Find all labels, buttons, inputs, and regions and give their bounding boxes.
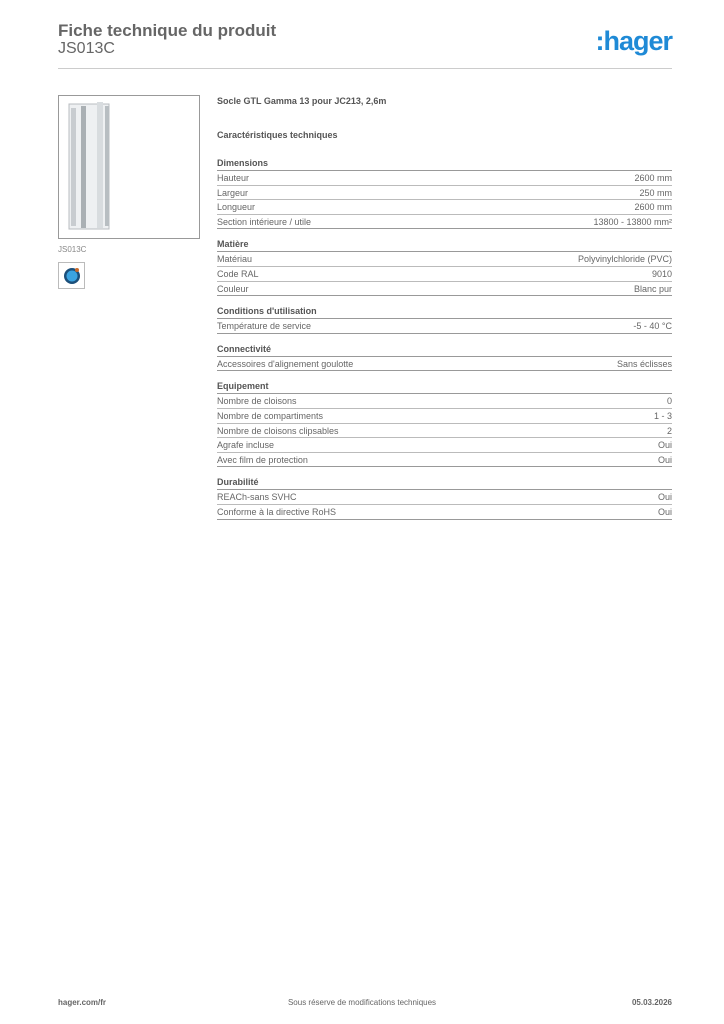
spec-value: Polyvinylchloride (PVC) (577, 254, 672, 265)
product-category-thumbnail[interactable] (58, 262, 85, 289)
spec-label: Température de service (217, 321, 312, 332)
spec-row (217, 490, 672, 505)
spec-section (217, 381, 672, 467)
spec-label: Longueur (217, 202, 256, 213)
spec-value: Blanc pur (633, 283, 672, 294)
section-title: Conditions d'utilisation (217, 306, 672, 319)
spec-label: Hauteur (217, 173, 250, 183)
spec-row (217, 186, 672, 201)
product-image (58, 95, 200, 239)
spec-value: 2600 mm (634, 202, 672, 213)
header-divider (58, 68, 672, 69)
spec-label: REACh-sans SVHC (217, 492, 297, 503)
footer-notice: Sous réserve de modifications techniques (287, 998, 437, 1007)
spec-row (217, 438, 672, 453)
spec-row (217, 319, 672, 334)
spec-row (217, 505, 672, 520)
spec-label: Code RAL (217, 268, 259, 279)
spec-row (217, 200, 672, 215)
spec-label: Agrafe incluse (217, 440, 275, 451)
spec-value: 250 mm (639, 187, 672, 198)
product-name: Socle GTL Gamma 13 pour JC213, 2,6m (217, 96, 387, 106)
spec-row (217, 171, 672, 186)
spec-label: Avec film de protection (217, 454, 308, 465)
spec-section (217, 239, 672, 296)
spec-row (217, 267, 672, 282)
spec-label: Conforme à la directive RoHS (217, 506, 337, 517)
spec-value: Oui (657, 492, 672, 503)
spec-row (217, 282, 672, 297)
spec-row (217, 215, 672, 230)
spec-row (217, 252, 672, 267)
spec-label: Section intérieure / utile (217, 216, 312, 227)
spec-section (217, 158, 672, 229)
spec-content (217, 96, 672, 520)
spec-label: Couleur (217, 283, 249, 294)
footer-website[interactable]: hager.com/fr (58, 998, 107, 1007)
spec-label: Largeur (217, 187, 249, 198)
spec-section (217, 344, 672, 372)
spec-row (217, 394, 672, 409)
spec-value: 1 - 3 (653, 410, 672, 421)
product-reference: JS013C (58, 40, 115, 57)
spec-value: Oui (657, 454, 672, 465)
section-title: Durabilité (217, 477, 672, 490)
spec-label: Accessoires d'alignement goulotte (217, 358, 354, 369)
section-title: Equipement (217, 381, 672, 394)
spec-value: 2 (666, 425, 672, 436)
section-title: Matière (217, 239, 672, 252)
spec-label: Nombre de cloisons clipsables (217, 425, 339, 436)
globe-icon (62, 266, 82, 286)
spec-row (217, 409, 672, 424)
spec-value: 2600 mm (634, 173, 672, 183)
spec-value: Sans éclisses (616, 358, 672, 369)
spec-row (217, 357, 672, 372)
footer-date: 05.03.2026 (631, 998, 672, 1007)
image-caption: JS013C (58, 245, 87, 254)
spec-value: 0 (666, 396, 672, 407)
page-title: Fiche technique du produit (58, 21, 277, 40)
section-title: Connectivité (217, 344, 672, 357)
section-title: Dimensions (217, 158, 672, 171)
spec-section (217, 306, 672, 334)
spec-row (217, 453, 672, 468)
spec-label: Nombre de compartiments (217, 410, 324, 421)
spec-section (217, 477, 672, 519)
spec-value: -5 - 40 °C (633, 321, 672, 332)
spec-value: 13800 - 13800 mm² (593, 216, 672, 227)
spec-value: 9010 (651, 268, 672, 279)
characteristics-heading: Caractéristiques techniques (217, 130, 338, 140)
spec-label: Matériau (217, 254, 253, 265)
hager-logo: :hager (595, 26, 672, 56)
spec-value: Oui (657, 506, 672, 517)
spec-row (217, 424, 672, 439)
spec-label: Nombre de cloisons (217, 396, 297, 407)
spec-value: Oui (657, 440, 672, 451)
